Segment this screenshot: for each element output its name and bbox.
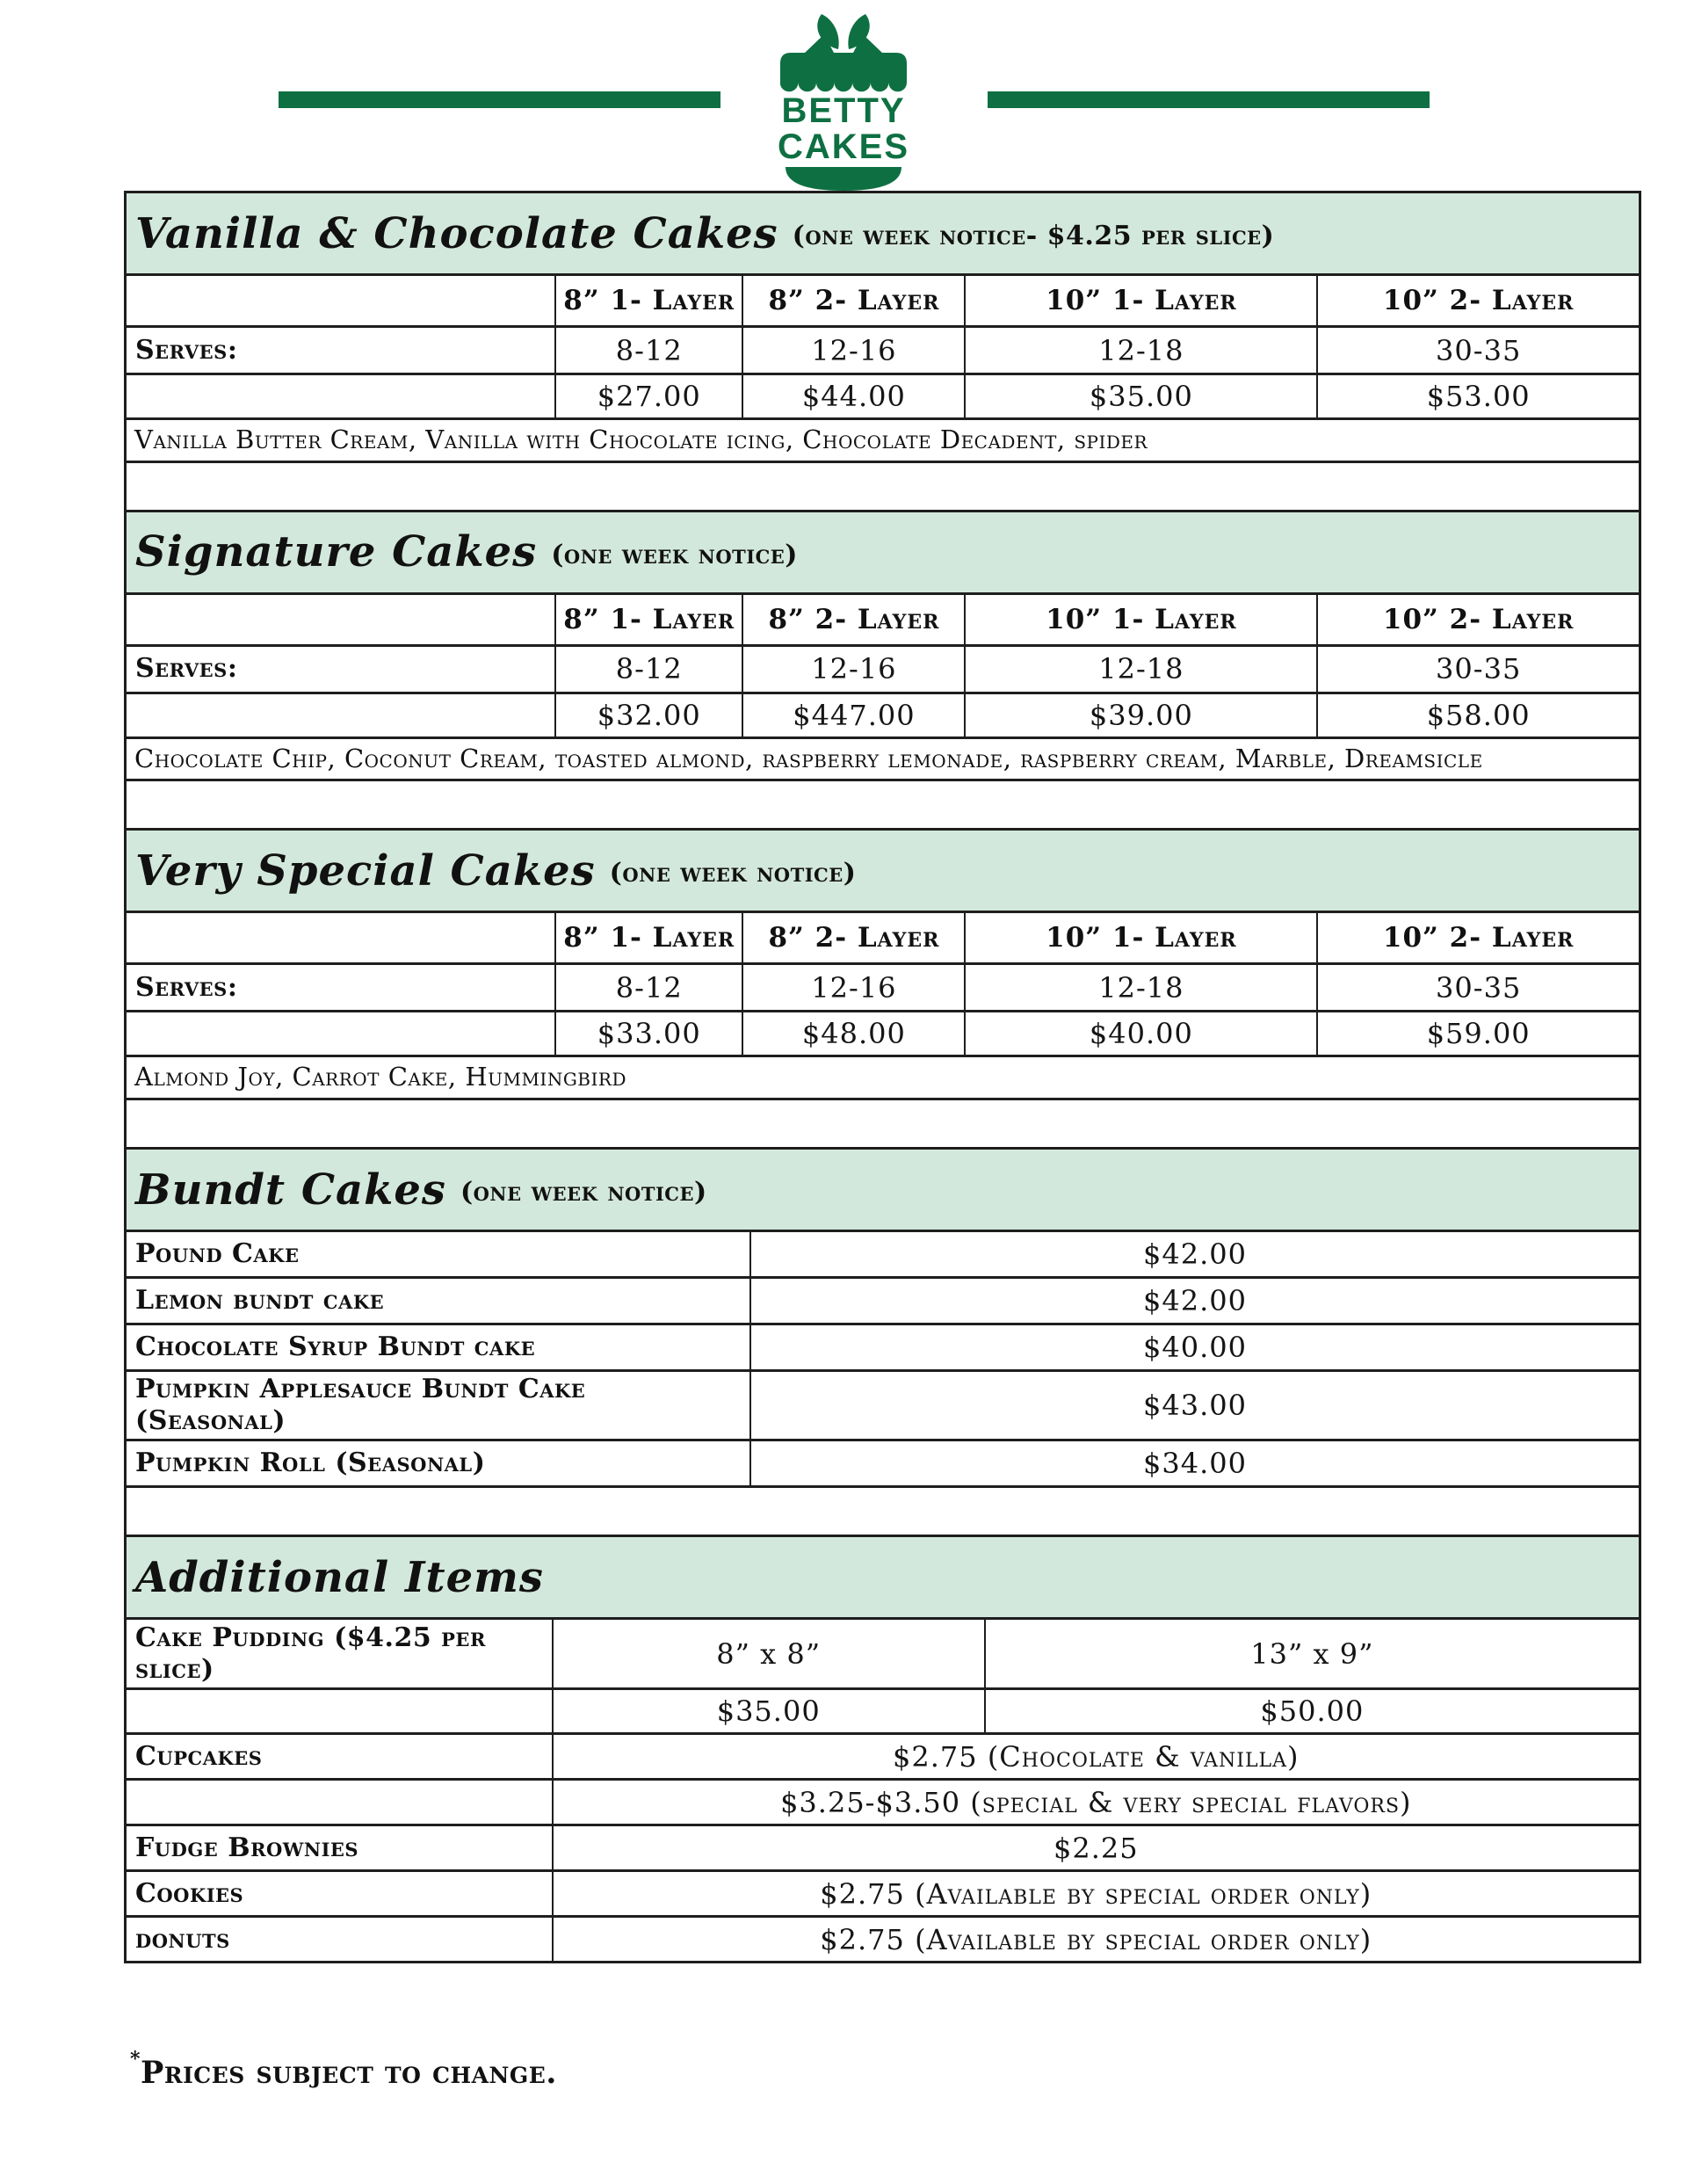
- empty-cell: [127, 276, 554, 325]
- item-price: $34.00: [749, 1441, 1639, 1485]
- serves-row: [127, 962, 1639, 1010]
- serves-value: 12-18: [964, 965, 1316, 1010]
- item-price: $43.00: [749, 1372, 1639, 1439]
- section-header-band: [127, 1147, 1639, 1230]
- decorative-line-right: [988, 91, 1430, 108]
- empty-cell: [127, 694, 554, 736]
- col-header: 8” 2- Layer: [742, 595, 964, 644]
- flavors-list: Almond Joy, Carrot Cake, Hummingbird: [134, 1062, 626, 1092]
- serves-value: 12-16: [742, 647, 964, 692]
- col-header: 10” 1- Layer: [964, 913, 1316, 962]
- serves-label: Serves:: [135, 971, 238, 1003]
- price-value: $59.00: [1316, 1012, 1639, 1055]
- item-label: Cake Pudding ($4.25 per slice): [135, 1622, 486, 1685]
- logo-word-cakes: CAKES: [777, 127, 910, 166]
- decorative-line-left: [279, 91, 720, 108]
- price-value: $48.00: [742, 1012, 964, 1055]
- price-value: $35.00: [552, 1690, 984, 1732]
- empty-cell: [127, 1690, 552, 1732]
- price-value: $32.00: [554, 694, 742, 736]
- price-value: $58.00: [1316, 694, 1639, 736]
- col-header: 10” 2- Layer: [1316, 595, 1639, 644]
- item-price: $42.00: [749, 1232, 1639, 1276]
- flavors-list: Vanilla Butter Cream, Vanilla with Chocolate icing, Chocolate Decadent, spider: [134, 424, 1148, 454]
- col-header: 10” 2- Layer: [1316, 276, 1639, 325]
- price-row: [127, 373, 1639, 417]
- col-header: 10” 2- Layer: [1316, 913, 1639, 962]
- flavors-row: [127, 736, 1639, 780]
- section-notice: (one week notice- $4.25 per slice): [792, 221, 1275, 251]
- section-vanilla-chocolate-cakes: [127, 191, 1639, 510]
- section-title: Signature Cakes: [135, 527, 538, 577]
- serves-row: [127, 644, 1639, 692]
- additional-item-row: [127, 1778, 1639, 1824]
- empty-cell: [127, 375, 554, 417]
- price-row: [127, 692, 1639, 736]
- section-title: Additional Items: [135, 1552, 544, 1602]
- price-disclaimer: [130, 2048, 557, 2091]
- serves-label: Serves:: [135, 334, 238, 366]
- item-price: $2.75 (Available by special order only): [552, 1918, 1639, 1961]
- item-label: Pound Cake: [135, 1238, 300, 1270]
- section-title: Bundt Cakes: [135, 1165, 446, 1215]
- section-header-band: [127, 510, 1639, 592]
- serves-value: 12-18: [964, 647, 1316, 692]
- serves-value: 8-12: [554, 647, 742, 692]
- flavors-row: [127, 1055, 1639, 1098]
- asterisk: *: [130, 2048, 141, 2071]
- serves-value: 30-35: [1316, 328, 1639, 373]
- column-header-row: [127, 273, 1639, 325]
- logo-header: [0, 9, 1687, 193]
- column-header-row: [127, 911, 1639, 962]
- serves-value: 30-35: [1316, 965, 1639, 1010]
- serves-value: 8-12: [554, 328, 742, 373]
- item-label: Pumpkin Roll (Seasonal): [135, 1448, 486, 1479]
- item-label: Fudge Brownies: [135, 1832, 359, 1863]
- spacer-row: [127, 779, 1639, 828]
- col-header: 8” 1- Layer: [554, 913, 742, 962]
- disclaimer-text: Prices subject to change.: [141, 2055, 557, 2091]
- spacer-row: [127, 461, 1639, 510]
- col-header: 8” 2- Layer: [742, 913, 964, 962]
- flavors-row: [127, 417, 1639, 461]
- section-additional-items: [127, 1535, 1639, 1961]
- item-price: $2.75 (Chocolate & vanilla): [552, 1735, 1639, 1778]
- price-value: $53.00: [1316, 375, 1639, 417]
- price-row: [127, 1010, 1639, 1055]
- section-very-special-cakes: [127, 828, 1639, 1147]
- additional-item-row: [127, 1732, 1639, 1778]
- price-menu: [124, 191, 1641, 1963]
- serves-value: 12-16: [742, 328, 964, 373]
- section-bundt-cakes: [127, 1147, 1639, 1535]
- item-label: Lemon bundt cake: [135, 1285, 385, 1317]
- betty-cakes-logo: [753, 9, 934, 195]
- serves-label: Serves:: [135, 653, 238, 685]
- section-header-band: [127, 191, 1639, 273]
- col-header: 8” 1- Layer: [554, 276, 742, 325]
- section-title: Very Special Cakes: [135, 845, 596, 896]
- additional-item-row: [127, 1915, 1639, 1961]
- section-header-band: [127, 1535, 1639, 1617]
- item-label: [127, 1781, 552, 1824]
- bundt-item-row: [127, 1323, 1639, 1369]
- serves-value: 12-18: [964, 328, 1316, 373]
- item-price: $2.25: [552, 1826, 1639, 1869]
- item-label: Pumpkin Applesauce Bundt Cake (Seasonal): [135, 1374, 586, 1437]
- item-price: $42.00: [749, 1279, 1639, 1323]
- item-price: $40.00: [749, 1325, 1639, 1369]
- serves-value: 8-12: [554, 965, 742, 1010]
- empty-cell: [127, 913, 554, 962]
- item-price: $3.25-$3.50 (special & very special flavors): [552, 1781, 1639, 1824]
- flavors-list: Chocolate Chip, Coconut Cream, toasted almond, raspberry lemonade, raspberry cream, Marble, Dreamsicle: [134, 743, 1483, 773]
- item-label: Chocolate Syrup Bundt cake: [135, 1331, 536, 1363]
- section-signature-cakes: [127, 510, 1639, 829]
- spacer-row: [127, 1485, 1639, 1535]
- item-price: $2.75 (Available by special order only): [552, 1872, 1639, 1915]
- price-value: $44.00: [742, 375, 964, 417]
- cake-pudding-price-row: [127, 1687, 1639, 1732]
- price-value: $447.00: [742, 694, 964, 736]
- spacer-row: [127, 1098, 1639, 1147]
- size-header: 8” x 8”: [552, 1620, 984, 1687]
- bundt-item-row: [127, 1230, 1639, 1276]
- bundt-item-row: [127, 1439, 1639, 1485]
- serves-value: 12-16: [742, 965, 964, 1010]
- section-title: Vanilla & Chocolate Cakes: [135, 208, 778, 258]
- serves-row: [127, 325, 1639, 373]
- price-value: $39.00: [964, 694, 1316, 736]
- price-value: $27.00: [554, 375, 742, 417]
- price-value: $33.00: [554, 1012, 742, 1055]
- empty-cell: [127, 595, 554, 644]
- column-header-row: [127, 592, 1639, 644]
- col-header: 8” 2- Layer: [742, 276, 964, 325]
- logo-word-betty: BETTY: [781, 91, 906, 130]
- col-header: 8” 1- Layer: [554, 595, 742, 644]
- additional-item-row: [127, 1824, 1639, 1869]
- serves-value: 30-35: [1316, 647, 1639, 692]
- empty-cell: [127, 1012, 554, 1055]
- cake-logo-icon: [753, 9, 934, 195]
- item-label: Cookies: [135, 1877, 244, 1909]
- section-notice: (one week notice): [609, 858, 857, 889]
- cake-pudding-row: [127, 1617, 1639, 1687]
- bundt-item-row: [127, 1369, 1639, 1439]
- col-header: 10” 1- Layer: [964, 595, 1316, 644]
- col-header: 10” 1- Layer: [964, 276, 1316, 325]
- section-notice: (one week notice): [551, 539, 798, 570]
- price-value: $40.00: [964, 1012, 1316, 1055]
- price-value: $50.00: [984, 1690, 1639, 1732]
- section-header-band: [127, 828, 1639, 911]
- bundt-item-row: [127, 1276, 1639, 1323]
- size-header: 13” x 9”: [984, 1620, 1639, 1687]
- item-label: donuts: [135, 1923, 230, 1955]
- item-label: Cupcakes: [135, 1740, 263, 1772]
- section-notice: (one week notice): [460, 1177, 707, 1208]
- additional-item-row: [127, 1869, 1639, 1915]
- price-value: $35.00: [964, 375, 1316, 417]
